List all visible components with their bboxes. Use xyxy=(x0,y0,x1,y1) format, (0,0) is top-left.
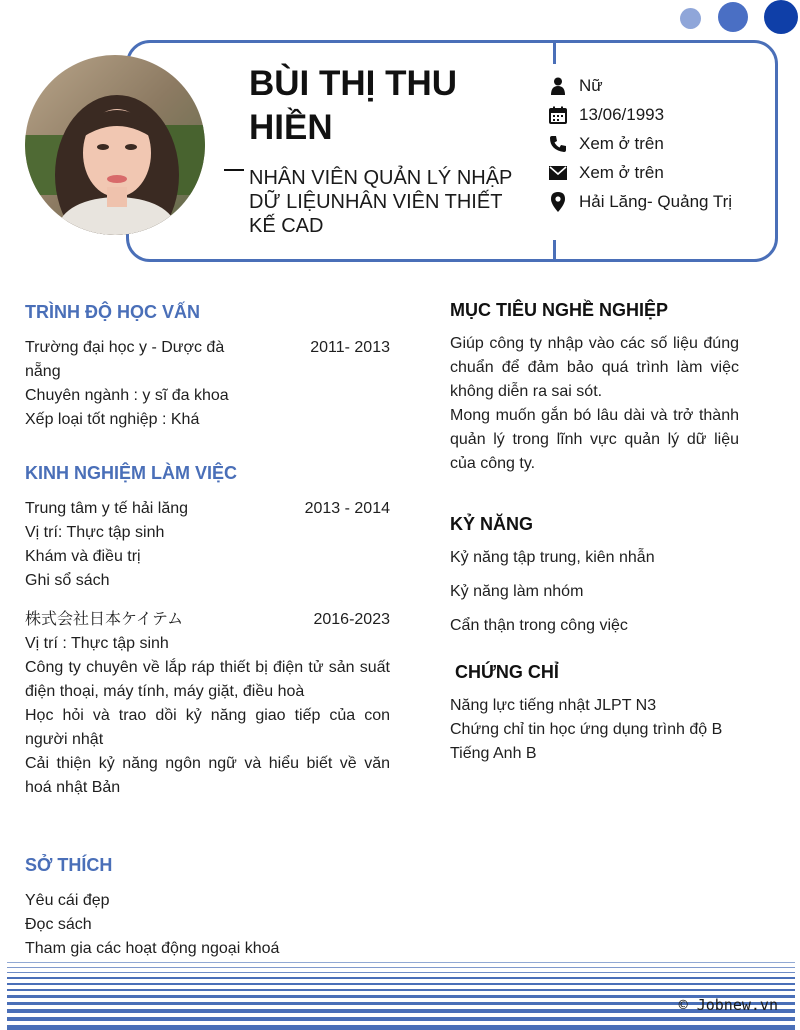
copyright-text: © Jobnew.vn xyxy=(678,996,778,1014)
certificate-item: Tiếng Anh B xyxy=(450,745,537,762)
experience-line: Ghi sổ sách xyxy=(25,572,110,589)
decor-dot-large xyxy=(764,0,798,34)
address-text: Hải Lăng- Quảng Trị xyxy=(579,192,733,211)
education-school: Trường đại học y - Dược đà nẵng xyxy=(25,339,225,380)
candidate-name: BÙI THỊ THU HIỀN xyxy=(249,64,458,147)
header-divider-top xyxy=(553,40,556,64)
header-divider-bottom xyxy=(553,240,556,262)
skill-item: Cẩn thận trong công việc xyxy=(450,617,628,634)
experience-period: 2016-2023 xyxy=(313,611,390,628)
location-pin-icon xyxy=(548,192,568,212)
objective-title: MỤC TIÊU NGHỀ NGHIỆP xyxy=(450,300,669,320)
education-period: 2011- 2013 xyxy=(310,339,390,356)
education-grade: Xếp loại tốt nghiệp : Khá xyxy=(25,411,200,428)
experience-line: Vị trí: Thực tập sinh xyxy=(25,524,165,541)
phone-row xyxy=(548,132,664,156)
birthday-text: 13/06/1993 xyxy=(579,105,665,124)
education-title: TRÌNH ĐỘ HỌC VẤN xyxy=(25,302,200,322)
objective-paragraph: Giúp công ty nhập vào các số liệu đúng chuẩn để đảm bảo quá trình làm việc không diễn ra sai sót. xyxy=(450,335,739,400)
objective-paragraph: Mong muốn gắn bó lâu dài và trở thành quản lý trong lĩnh vực quản lý dữ liệu của công ty. xyxy=(450,407,739,472)
person-icon xyxy=(548,76,568,96)
birthday-row xyxy=(548,103,664,127)
email-text: Xem ở trên xyxy=(579,163,664,182)
hobbies-title: SỞ THÍCH xyxy=(25,855,113,875)
email-row xyxy=(548,161,664,185)
experience-line: Học hỏi và trao dồi kỷ năng giao tiếp của con người nhật xyxy=(25,707,390,748)
certificate-item: Năng lực tiếng nhật JLPT N3 xyxy=(450,697,657,714)
experience-title: KINH NGHIỆM LÀM VIỆC xyxy=(25,463,238,483)
gender-text: Nữ xyxy=(579,76,603,95)
footer-stripes xyxy=(7,962,795,1030)
education-major: Chuyên ngành : y sĩ đa khoa xyxy=(25,387,229,404)
phone-icon xyxy=(548,134,568,154)
hobby-item: Yêu cái đẹp xyxy=(25,892,110,909)
experience-company: Trung tâm y tế hải lăng xyxy=(25,500,189,517)
decor-dot-small xyxy=(680,8,701,29)
certificates-title: CHỨNG CHỈ xyxy=(455,662,559,682)
title-dash xyxy=(224,169,244,171)
gender-row xyxy=(548,74,603,98)
skill-item: Kỷ năng tập trung, kiên nhẫn xyxy=(450,549,655,566)
skill-item: Kỷ năng làm nhóm xyxy=(450,583,584,600)
calendar-icon xyxy=(548,105,568,125)
job-title: NHÂN VIÊN QUẢN LÝ NHẬP DỮ LIỆUNHÂN VIÊN THIẾT KẾ CAD xyxy=(249,167,513,237)
hobby-item: Đọc sách xyxy=(25,916,92,933)
experience-line: Công ty chuyên về lắp ráp thiết bị điện tử sản suất điện thoại, máy tính, máy giặt, điều hoà xyxy=(25,659,390,700)
hobby-item: Tham gia các hoạt động ngoại khoá xyxy=(25,940,280,957)
experience-period: 2013 - 2014 xyxy=(304,500,390,517)
avatar xyxy=(25,55,205,235)
experience-line: Vị trí : Thực tập sinh xyxy=(25,635,169,652)
experience-line: Khám và điều trị xyxy=(25,548,141,565)
experience-line: Cải thiện kỷ năng ngôn ngữ và hiểu biết về văn hoá nhật Bản xyxy=(25,755,390,796)
address-row xyxy=(548,190,732,214)
skills-title: KỶ NĂNG xyxy=(450,514,534,534)
certificate-item: Chứng chỉ tin học ứng dụng trình độ B xyxy=(450,721,723,738)
experience-company: 株式会社日本ケイテム xyxy=(25,611,184,628)
envelope-icon xyxy=(548,163,568,183)
decor-dot-medium xyxy=(718,2,748,32)
phone-text: Xem ở trên xyxy=(579,134,664,153)
